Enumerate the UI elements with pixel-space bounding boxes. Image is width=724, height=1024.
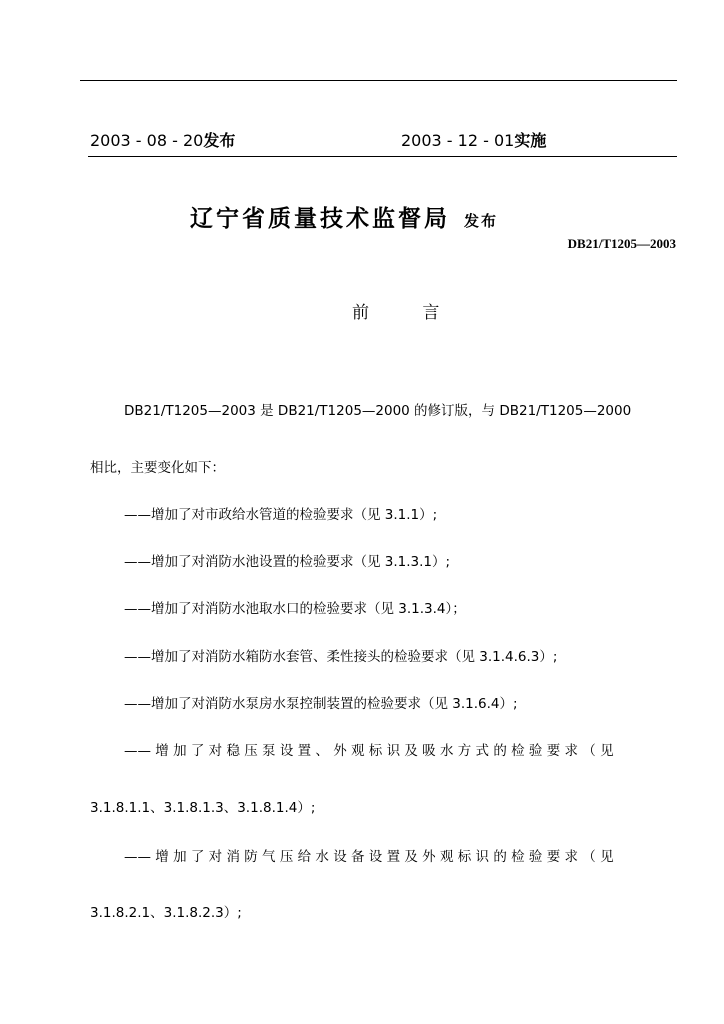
top-rule	[80, 80, 677, 81]
document-number: DB21/T1205—2003	[567, 236, 676, 251]
issuer-action: 发布	[464, 212, 499, 230]
effective-date-line	[401, 128, 546, 151]
intro-line-2: 相比，主要变化如下：	[90, 460, 225, 476]
section-title: 前 言	[352, 303, 464, 323]
effective-date: 2003 - 12 - 01	[401, 131, 515, 150]
list-item-6-line-1: —— 增 加 了 对 稳 压 泵 设 置 、 外 观 标 识 及 吸 水 方 式 的 检 验 要 求 （ 见	[124, 743, 614, 759]
publish-label: 发布	[203, 131, 236, 150]
issuer-line	[190, 200, 498, 233]
intro-line-1: DB21/T1205—2003 是 DB21/T1205—2000 的修订版，与 DB21/T1205—2000	[124, 403, 632, 419]
list-item: ——增加了对消防水池取水口的检验要求（见 3.1.3.4）；	[124, 601, 466, 617]
date-rule	[88, 156, 677, 157]
list-item: ——增加了对消防水泵房水泵控制装置的检验要求（见 3.1.6.4）;	[124, 696, 518, 712]
list-item-6-line-2: 3.1.8.1.1、3.1.8.1.3、3.1.8.1.4）;	[90, 800, 316, 816]
list-item-7-line-2: 3.1.8.2.1、3.1.8.2.3）;	[90, 905, 242, 921]
effective-label: 实施	[514, 131, 547, 150]
list-item: ——增加了对消防水箱防水套管、柔性接头的检验要求（见 3.1.4.6.3）;	[124, 649, 558, 665]
list-item-7-line-1: —— 增 加 了 对 消 防 气 压 给 水 设 备 设 置 及 外 观 标 识 的 检 验 要 求 （ 见	[124, 849, 614, 865]
list-item: ——增加了对消防水池设置的检验要求（见 3.1.3.1）;	[124, 554, 451, 570]
issuer-name: 辽宁省质量技术监督局	[190, 206, 450, 232]
list-item: ——增加了对市政给水管道的检验要求（见 3.1.1）;	[124, 507, 438, 523]
publish-date: 2003 - 08 - 20	[90, 131, 204, 150]
publish-date-line	[90, 128, 235, 151]
